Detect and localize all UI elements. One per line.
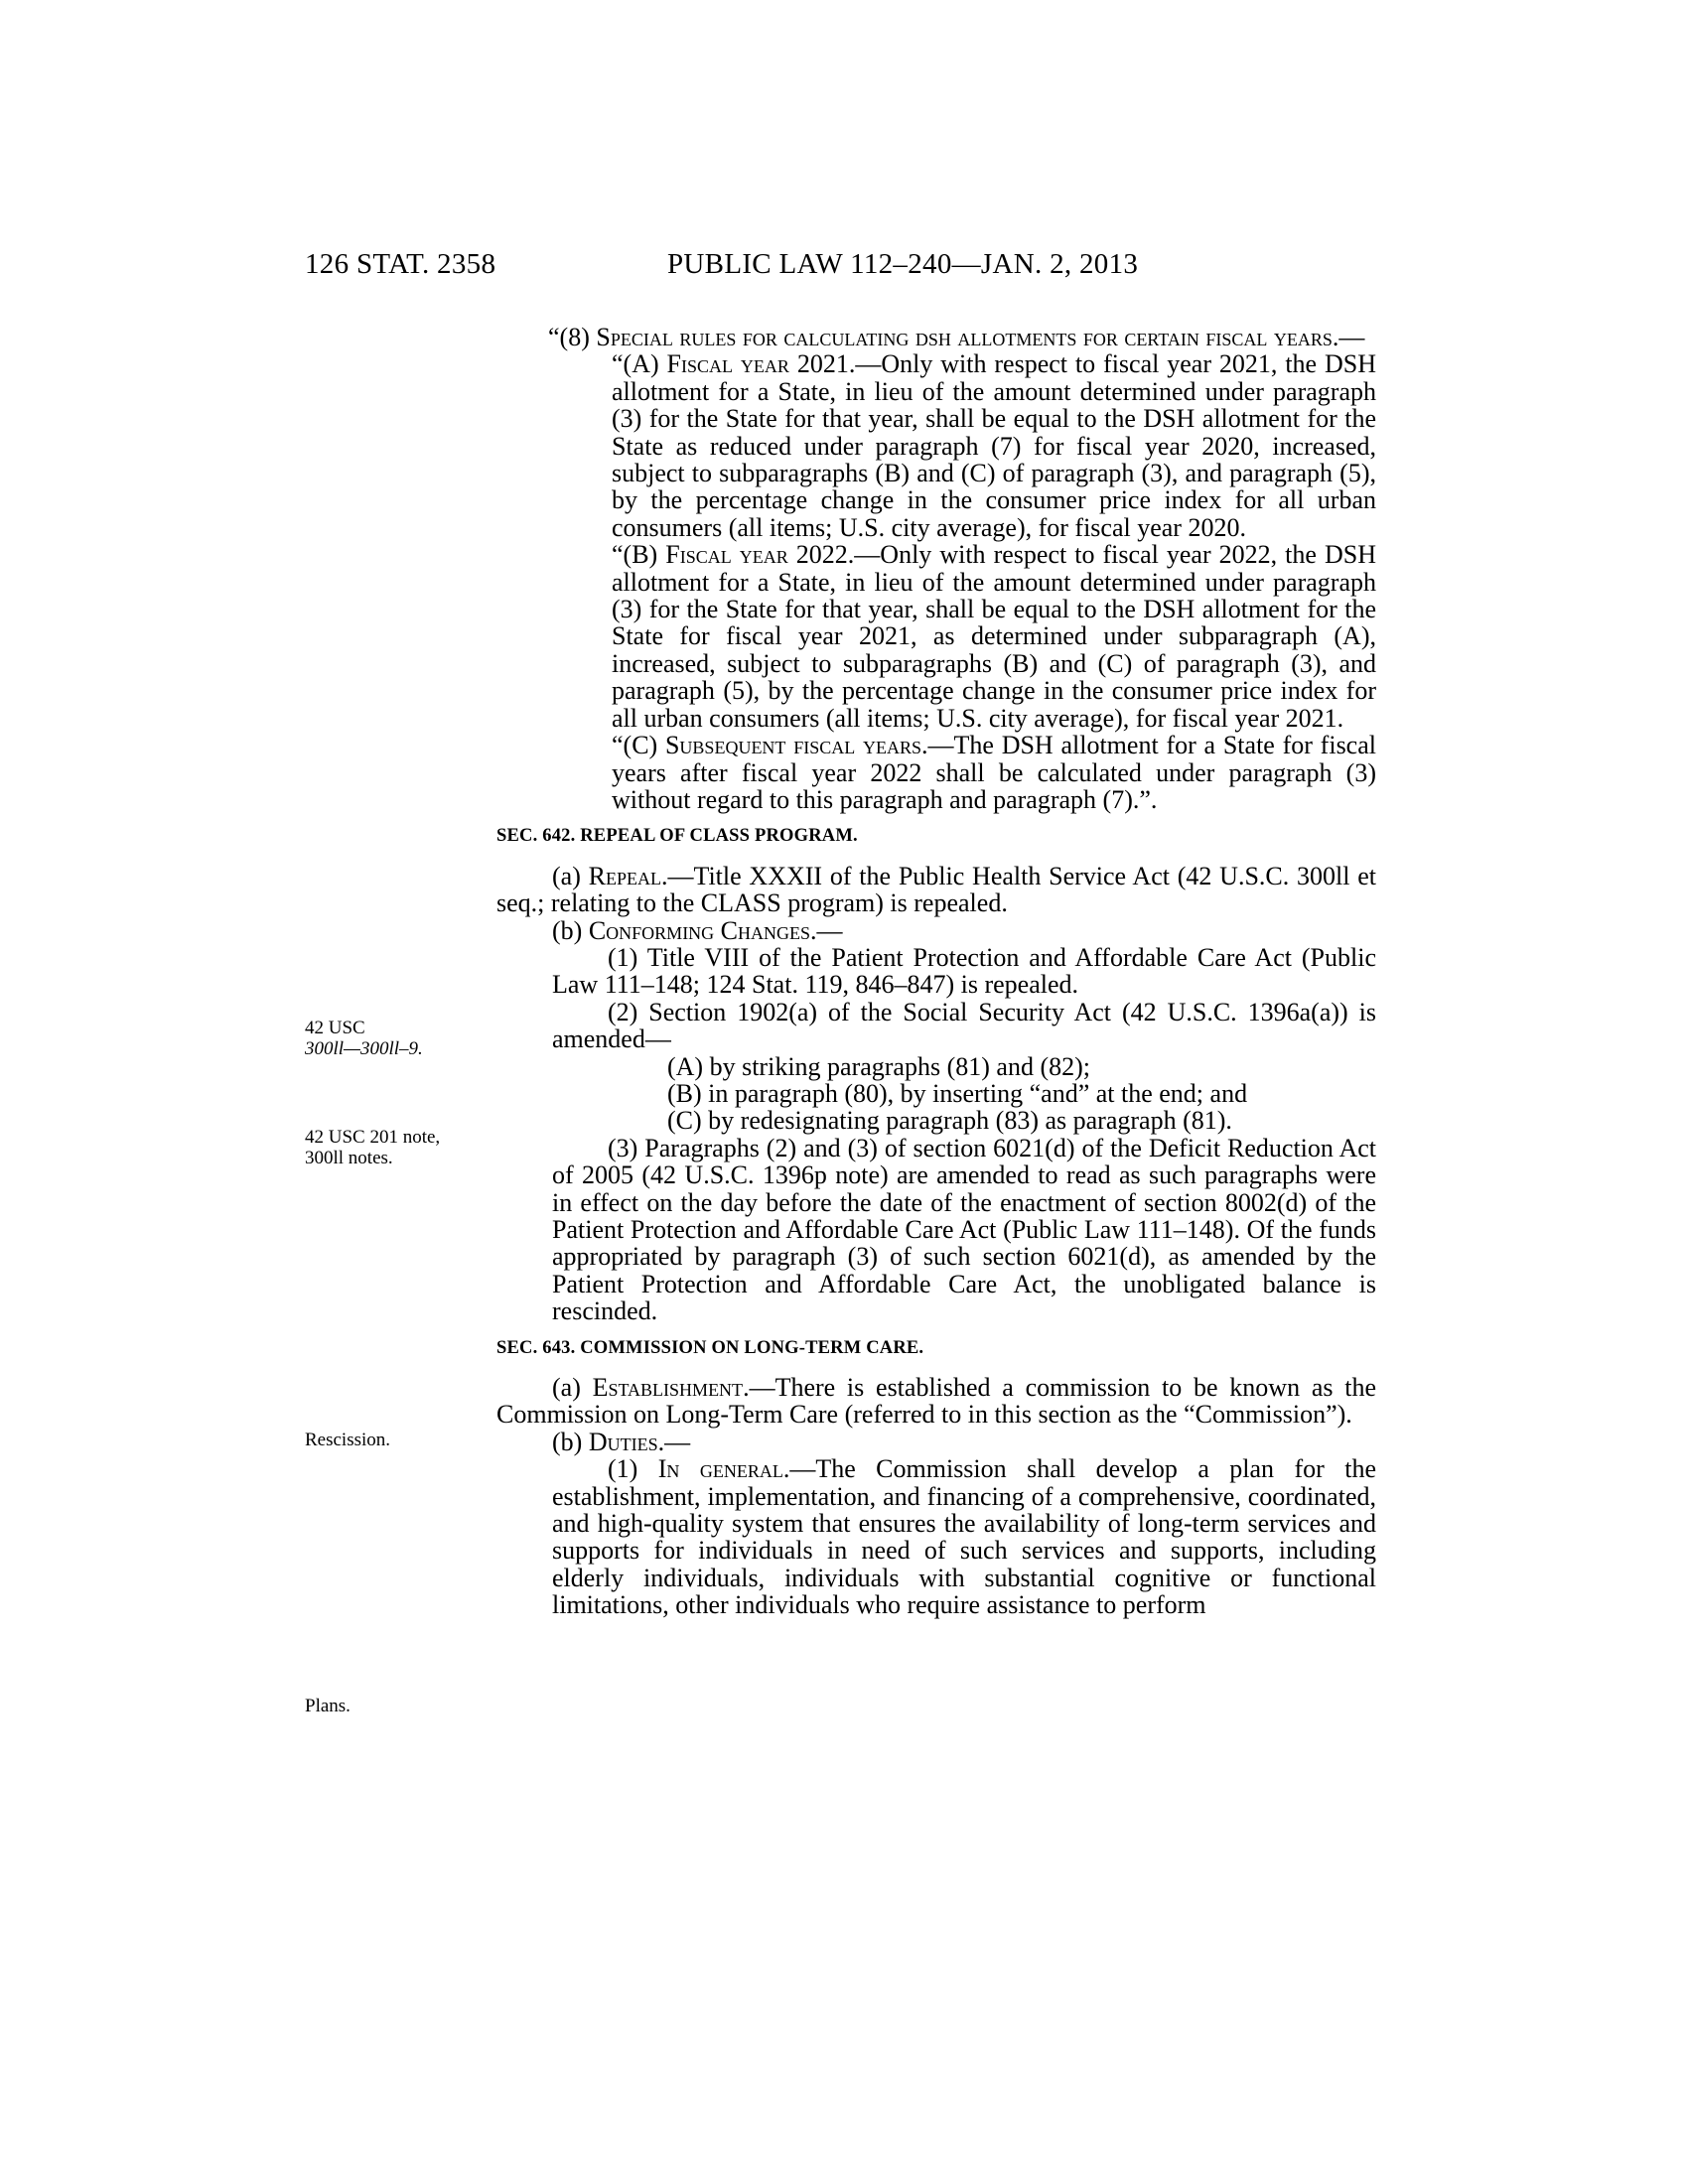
page-number: 126 STAT. 2358 bbox=[305, 248, 496, 280]
margin-note-line: 300ll notes. bbox=[305, 1148, 393, 1168]
subparagraphs bbox=[496, 350, 1376, 813]
sec642-b-2: (2) Section 1902(a) of the Social Security Act (42 U.S.C. 1396a(a)) is amended— bbox=[552, 997, 1376, 1054]
para-lead: (1) bbox=[608, 1454, 658, 1484]
para-dash: .— bbox=[657, 1427, 691, 1456]
para-heading: Repeal bbox=[588, 861, 661, 890]
sec643-b-items bbox=[496, 1455, 1376, 1618]
sec642-b-2-c: (C) by redesignating paragraph (83) as paragraph (81). bbox=[667, 1106, 1232, 1136]
para-lead: “(A) bbox=[612, 349, 667, 379]
para-text: (B) in paragraph (80), by inserting “and” at the end; and bbox=[667, 1078, 1248, 1108]
para-heading: Special rules for calculating dsh allotments for certain fiscal years bbox=[596, 323, 1333, 351]
margin-note-plans: Plans. bbox=[305, 1696, 351, 1716]
section-642-body bbox=[496, 863, 1376, 1325]
para-dash: .— bbox=[1332, 323, 1365, 351]
para-lead: (b) bbox=[552, 915, 589, 945]
law-title: PUBLIC LAW 112–240—JAN. 2, 2013 bbox=[667, 248, 1139, 280]
para-lead: “(C) bbox=[612, 731, 665, 760]
document-body bbox=[496, 324, 1376, 1619]
sec642-b-3: (3) Paragraphs (2) and (3) of section 6021(d) of the Deficit Reduction Act of 2005 (42 U.S.C. 1396p note) are amended to read as such paragraphs were in effect on the day before the date of the enactment of section 8002(d) of the Patient Protection and Affordable Care Act (Public Law 111–148). Of the funds appropriated by paragraph (3) of such section 6021(d), as amended by the Patient Protection and Affordable Care Act, the unobligated balance is rescinded. bbox=[552, 1133, 1376, 1326]
para-text: .—Only with respect to fiscal year 2021, the DSH allotment for a State, in lieu of the amount determined under paragraph (3) for the State for that year, shall be equal to the DSH allotment for the State as reduced under paragraph (7) for fiscal year 2020, increased, subject to subparagraphs (B) and (C) of paragraph (3), and paragraph (5), by the percentage change in the consumer price index for all urban consumers (all items; U.S. city average), for fiscal year 2020. bbox=[612, 349, 1377, 542]
para-text: .—The DSH allotment for a State for fiscal years after fiscal year 2022 shall be calculated under paragraph (3) without regard to this paragraph and paragraph (7).”. bbox=[612, 731, 1376, 814]
para-text: .—Title XXXII of the Public Health Service Act (42 U.S.C. 300ll et seq.; relating to the CLASS program) is repealed. bbox=[496, 861, 1377, 918]
para-heading: Subsequent fiscal years bbox=[664, 731, 921, 760]
subparagraph-b bbox=[612, 541, 1376, 732]
sec643-a bbox=[496, 1374, 1376, 1429]
para-text: .—There is established a commission to be known as the Commission on Long-Term Care (referred to in this section as the “Commission”). bbox=[496, 1373, 1376, 1430]
margin-note-rescission: Rescission. bbox=[305, 1430, 391, 1450]
subparagraph-c bbox=[612, 732, 1376, 813]
sec642-b-items bbox=[496, 944, 1376, 1325]
sec642-b-2-b bbox=[552, 1080, 1376, 1107]
para-dash: .— bbox=[810, 915, 843, 945]
para-heading: Fiscal year 2022 bbox=[665, 540, 848, 570]
margin-note-line: 42 USC bbox=[305, 1018, 365, 1038]
sec643-b-1 bbox=[552, 1455, 1376, 1618]
margin-note-line: 300ll—300ll–9. bbox=[305, 1038, 423, 1059]
sec642-a bbox=[496, 863, 1376, 917]
para-text: .—Only with respect to fiscal year 2022, the DSH allotment for a State, in lieu of the amount determined under paragraph (3) for the State for that year, shall be equal to the DSH allotment for the State for fiscal year 2021, as determined under subparagraph (A), increased, subject to subparagraphs (B) and (C) of paragraph (3), and paragraph (5), by the percentage change in the consumer price index for all urban consumers (all items; U.S. city average), for fiscal year 2021. bbox=[612, 540, 1377, 733]
para-heading: Fiscal year 2021 bbox=[666, 349, 849, 379]
para-lead: “(B) bbox=[612, 540, 666, 570]
sec643-b bbox=[496, 1429, 1376, 1455]
para-lead: (a) bbox=[552, 1373, 593, 1403]
paragraph-8 bbox=[496, 324, 1376, 350]
sec642-b bbox=[496, 917, 1376, 944]
para-lead: (b) bbox=[552, 1427, 589, 1456]
sec642-b-1: (1) Title VIII of the Patient Protection and Affordable Care Act (Public Law 111–148; 124 Stat. 119, 846–847) is repealed. bbox=[552, 942, 1376, 1000]
para-heading: Duties bbox=[588, 1427, 658, 1456]
para-heading: In general bbox=[657, 1454, 783, 1484]
section-642-heading: SEC. 642. REPEAL OF CLASS PROGRAM. bbox=[496, 826, 858, 847]
para-heading: Conforming Changes bbox=[588, 915, 811, 945]
para-text: .—The Commission shall develop a plan for the establishment, implementation, and financing of a comprehensive, coordinated, and high-quality system that ensures the availability of long-term services and supports for individuals in need of such services and supports, including elderly individuals, individuals with substantial cognitive or functional limitations, other individuals who require assistance to perform bbox=[552, 1454, 1376, 1620]
margin-note-42usc-201 bbox=[305, 1127, 484, 1168]
para-heading: Establishment bbox=[592, 1373, 744, 1403]
subparagraph-a bbox=[612, 350, 1376, 541]
para-lead: (a) bbox=[552, 861, 589, 890]
para-lead: “(8) bbox=[548, 323, 597, 351]
section-643-heading: SEC. 643. COMMISSION ON LONG-TERM CARE. bbox=[496, 1337, 924, 1358]
sec642-b-2-a: (A) by striking paragraphs (81) and (82); bbox=[667, 1051, 1090, 1081]
margin-note-line: 42 USC 201 note, bbox=[305, 1127, 441, 1148]
margin-note-42usc-300ll bbox=[305, 1018, 484, 1059]
section-643-body bbox=[496, 1374, 1376, 1619]
sec642-b-2-items bbox=[552, 1053, 1376, 1135]
